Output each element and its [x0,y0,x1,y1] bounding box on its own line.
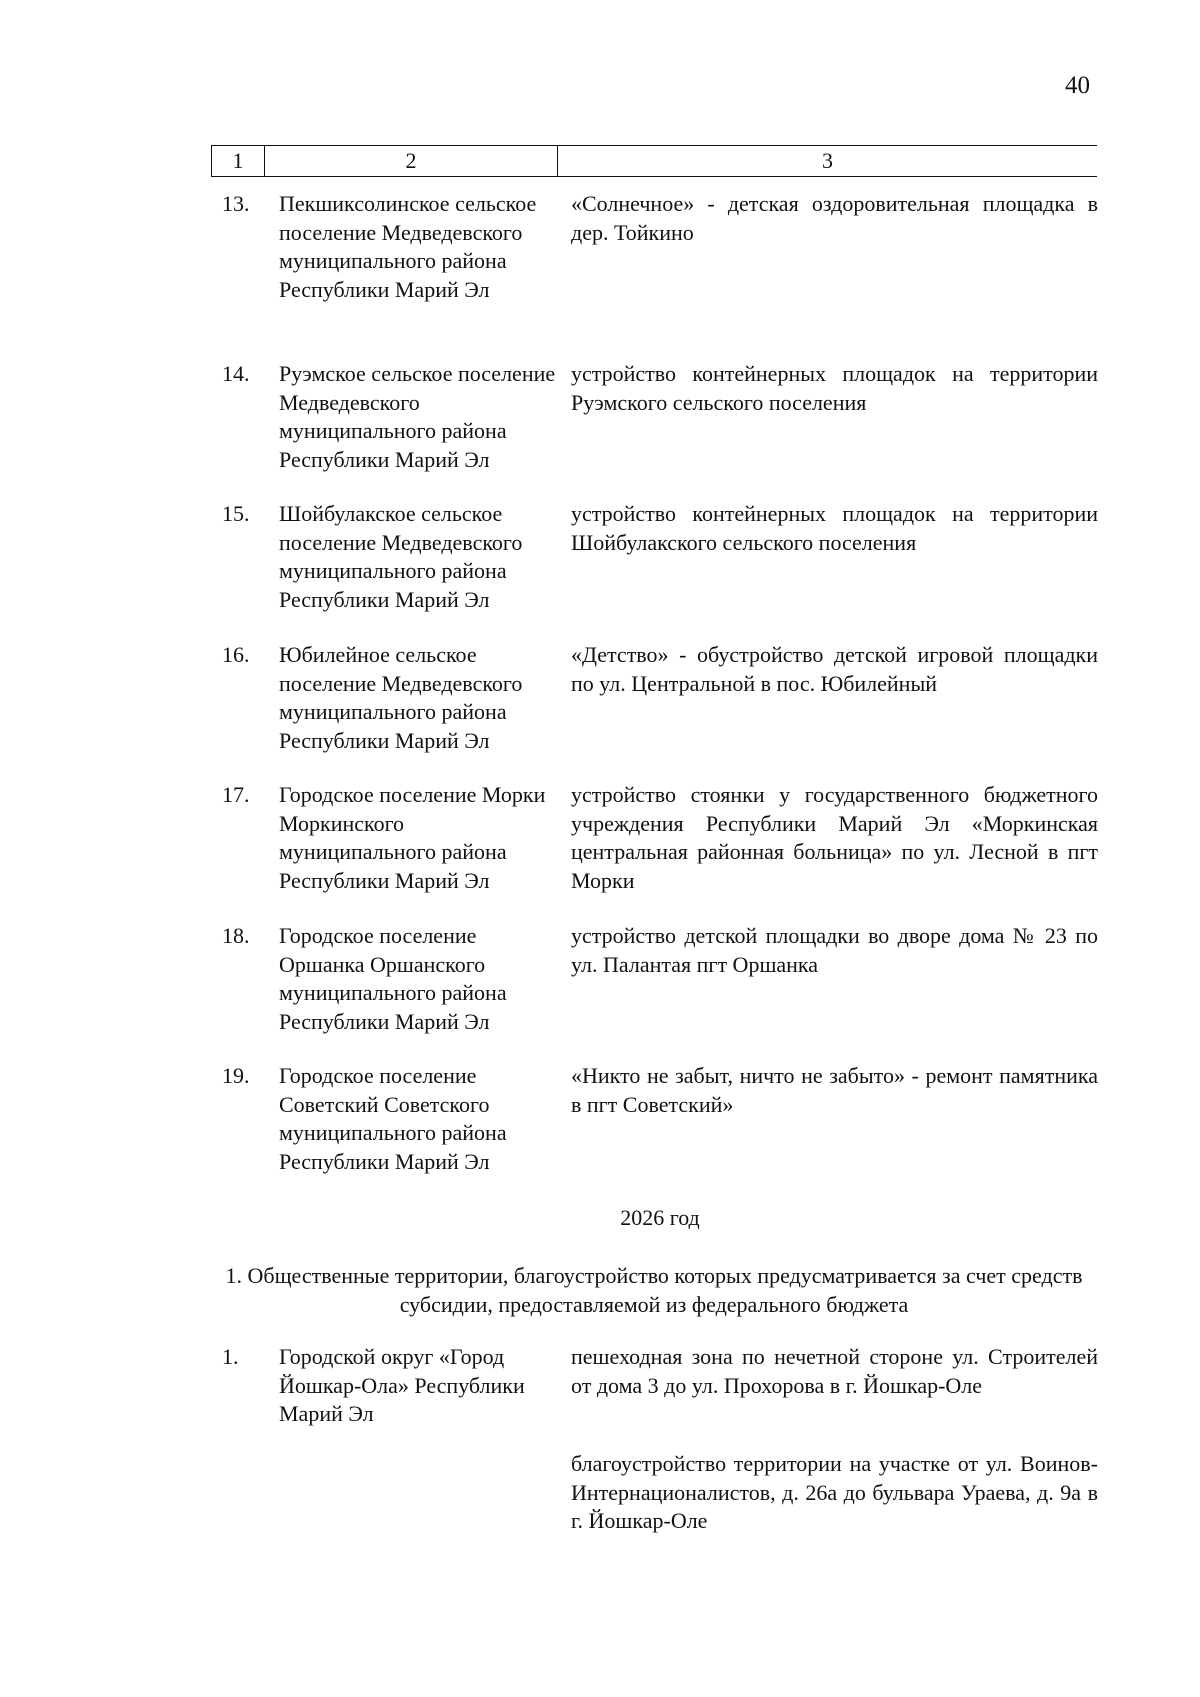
description-cell: «Никто не забыт, ничто не забыто» - ремонт памятника в пгт Советский» [571,1063,1098,1117]
table-header [211,145,1097,177]
description-cell: устройство контейнерных площадок на территории Руэмского сельского поселения [571,361,1098,415]
description-cell: устройство контейнерных площадок на территории Шойбулакского сельского поселения [571,501,1098,555]
description-cell: «Солнечное» - детская оздоровительная площадка в дер. Тойкино [571,191,1098,245]
table-header-col3: 3 [822,148,833,173]
page-number: 40 [1065,72,1090,99]
row-number: 1. [222,1344,239,1369]
municipality-cell: Городское поселение Оршанка Оршанского муниципального района Республики Марий Эл [279,923,507,1034]
description-cell: пешеходная зона по нечетной стороне ул. Строителей от дома 3 до ул. Прохорова в г. Йошкар-Оле [571,1344,1098,1398]
table-header-col1: 1 [211,146,265,176]
section-heading: 1. Общественные территории, благоустройство которых предусматривается за счет средств субсидии, предоставляемой из федерального бюджета [225,1263,1083,1317]
row-number: 19. [222,1063,250,1088]
description-cell: благоустройство территории на участке от ул. Воинов-Интернационалистов, д. 26а до бульвара Ураева, д. 9а в г. Йошкар-Оле [571,1451,1098,1533]
table-header-col2: 2 [265,146,558,176]
year-heading: 2026 год [620,1205,700,1230]
row-number: 18. [222,923,250,948]
row-number: 15. [222,501,250,526]
description-cell: устройство стоянки у государственного бюджетного учреждения Республики Марий Эл «Моркинская центральная районная больница» по ул. Лесной в пгт Морки [571,782,1098,893]
municipality-cell: Шойбулакское сельское поселение Медведевского муниципального района Республики Марий Эл [279,501,523,612]
row-number: 16. [222,642,250,667]
municipality-cell: Городское поселение Советский Советского муниципального района Республики Марий Эл [279,1063,507,1174]
municipality-cell: Юбилейное сельское поселение Медведевского муниципального района Республики Марий Эл [279,642,523,753]
municipality-cell: Городское поселение Морки Моркинского муниципального района Республики Марий Эл [279,782,546,893]
municipality-cell: Руэмское сельское поселение Медведевского муниципального района Республики Марий Эл [279,361,556,472]
description-cell: устройство детской площадки во дворе дома № 23 по ул. Палантая пгт Оршанка [571,923,1098,977]
description-cell: «Детство» - обустройство детской игровой площадки по ул. Центральной в пос. Юбилейный [571,642,1098,696]
row-number: 17. [222,782,250,807]
municipality-cell: Городской округ «Город Йошкар-Ола» Республики Марий Эл [279,1344,525,1426]
row-number: 14. [222,361,250,386]
row-number: 13. [222,191,250,216]
municipality-cell: Пекшиксолинское сельское поселение Медведевского муниципального района Республики Марий Эл [279,191,537,302]
